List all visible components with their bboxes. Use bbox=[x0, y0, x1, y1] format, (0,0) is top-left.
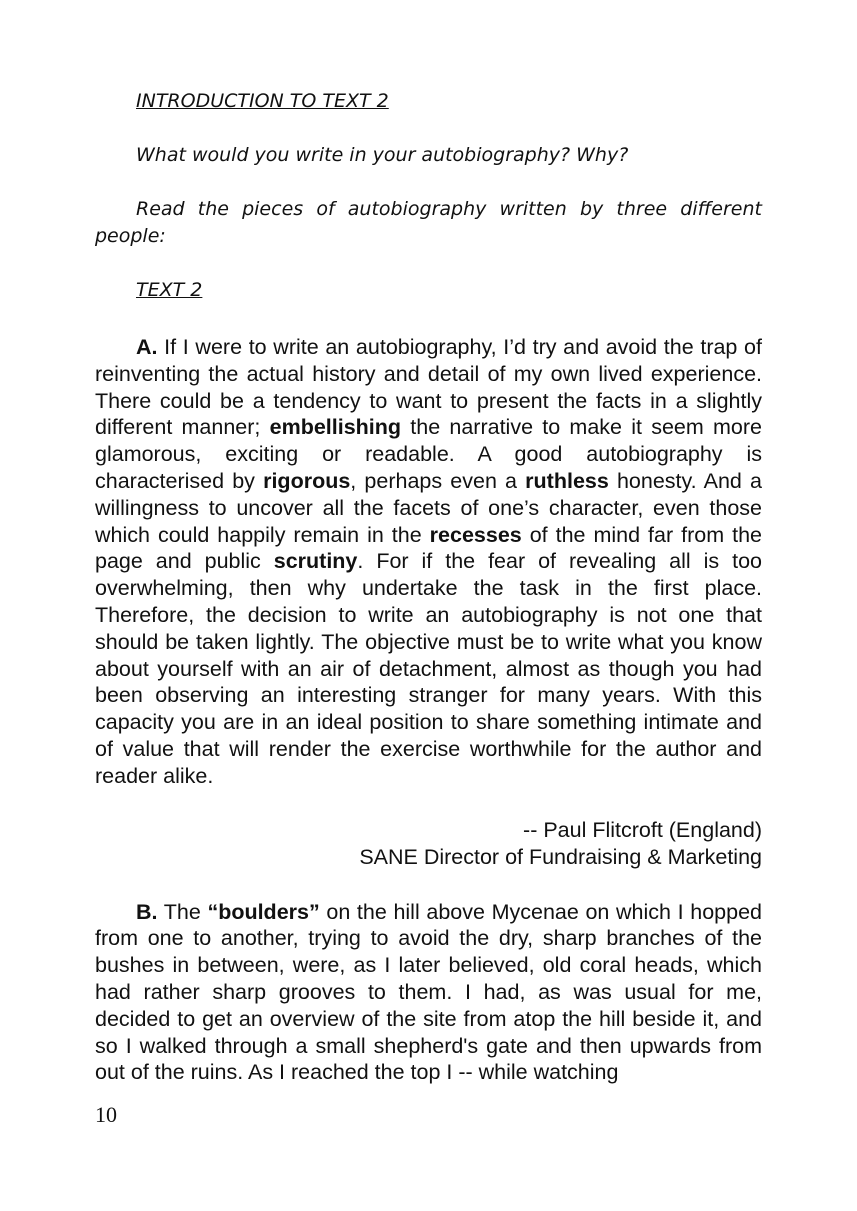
keyword-ruthless: ruthless bbox=[525, 468, 609, 493]
section-a-text: the narrative to make it seem more glamorous, exciting or readable. A good autobiography is characterised by bbox=[95, 415, 762, 493]
section-a-text: , perhaps even a bbox=[350, 468, 526, 493]
keyword-scrutiny: scrutiny bbox=[273, 549, 358, 574]
keyword-boulders: “boulders” bbox=[207, 899, 320, 924]
keyword-recesses: recesses bbox=[429, 522, 522, 547]
attribution-name: -- Paul Flitcroft (England) bbox=[523, 817, 762, 842]
keyword-embellishing: embellishing bbox=[269, 415, 402, 440]
text-heading: TEXT 2 bbox=[136, 279, 203, 301]
page-number: 10 bbox=[95, 1102, 117, 1127]
section-a-text: of the mind far from the page and public bbox=[95, 522, 762, 574]
section-b-text: on the hill above Mycenae on which I hopped from one to another, trying to avoid the dry, sharp branches of the bushes in between, were, as I later believed, old coral heads, which had rather sharp grooves to them. I had, as was usual for me, decided to get an overview of the site from atop the hill beside it, and so I walked through a small shepherd's gate and then upwards from out of the ruins. As I reached the top I -- while watching bbox=[95, 899, 762, 1085]
attribution-title: SANE Director of Fundraising & Marketing bbox=[359, 844, 762, 869]
document-page bbox=[95, 88, 762, 1086]
keyword-rigorous: rigorous bbox=[263, 468, 351, 493]
section-a-text: . For if the fear of revealing all is too overwhelming, then why undertake the task in the first place. Therefore, the decision to write an autobiography is not one that should be taken lightly. The objective must be to write what you know about yourself with an air of detachment, almost as though you had been observing an interesting stranger for many years. With this capacity you are in an ideal position to share something intimate and of value that will render the exercise worthwhile for the author and reader alike. bbox=[95, 549, 763, 788]
section-a-text: If I were to write an autobiography, I’d try and avoid the trap of reinventing the actual history and detail of my own lived experience. There could be a tendency to want to present the facts in a slightly different manner; bbox=[95, 335, 762, 440]
section-b-paragraph bbox=[95, 899, 762, 1087]
intro-instruction: Read the pieces of autobiography written by three different people: bbox=[95, 198, 762, 247]
section-b-label: B. bbox=[136, 899, 158, 924]
section-a-label: A. bbox=[136, 335, 158, 359]
section-a-text: honesty. And a willingness to uncover all the facets of one’s character, even those which could happily remain in the bbox=[95, 468, 762, 547]
section-a-paragraph bbox=[95, 334, 762, 790]
intro-heading: INTRODUCTION TO TEXT 2 bbox=[136, 90, 389, 112]
intro-question: What would you write in your autobiography? Why? bbox=[136, 144, 629, 166]
section-b-text: The bbox=[157, 899, 208, 924]
